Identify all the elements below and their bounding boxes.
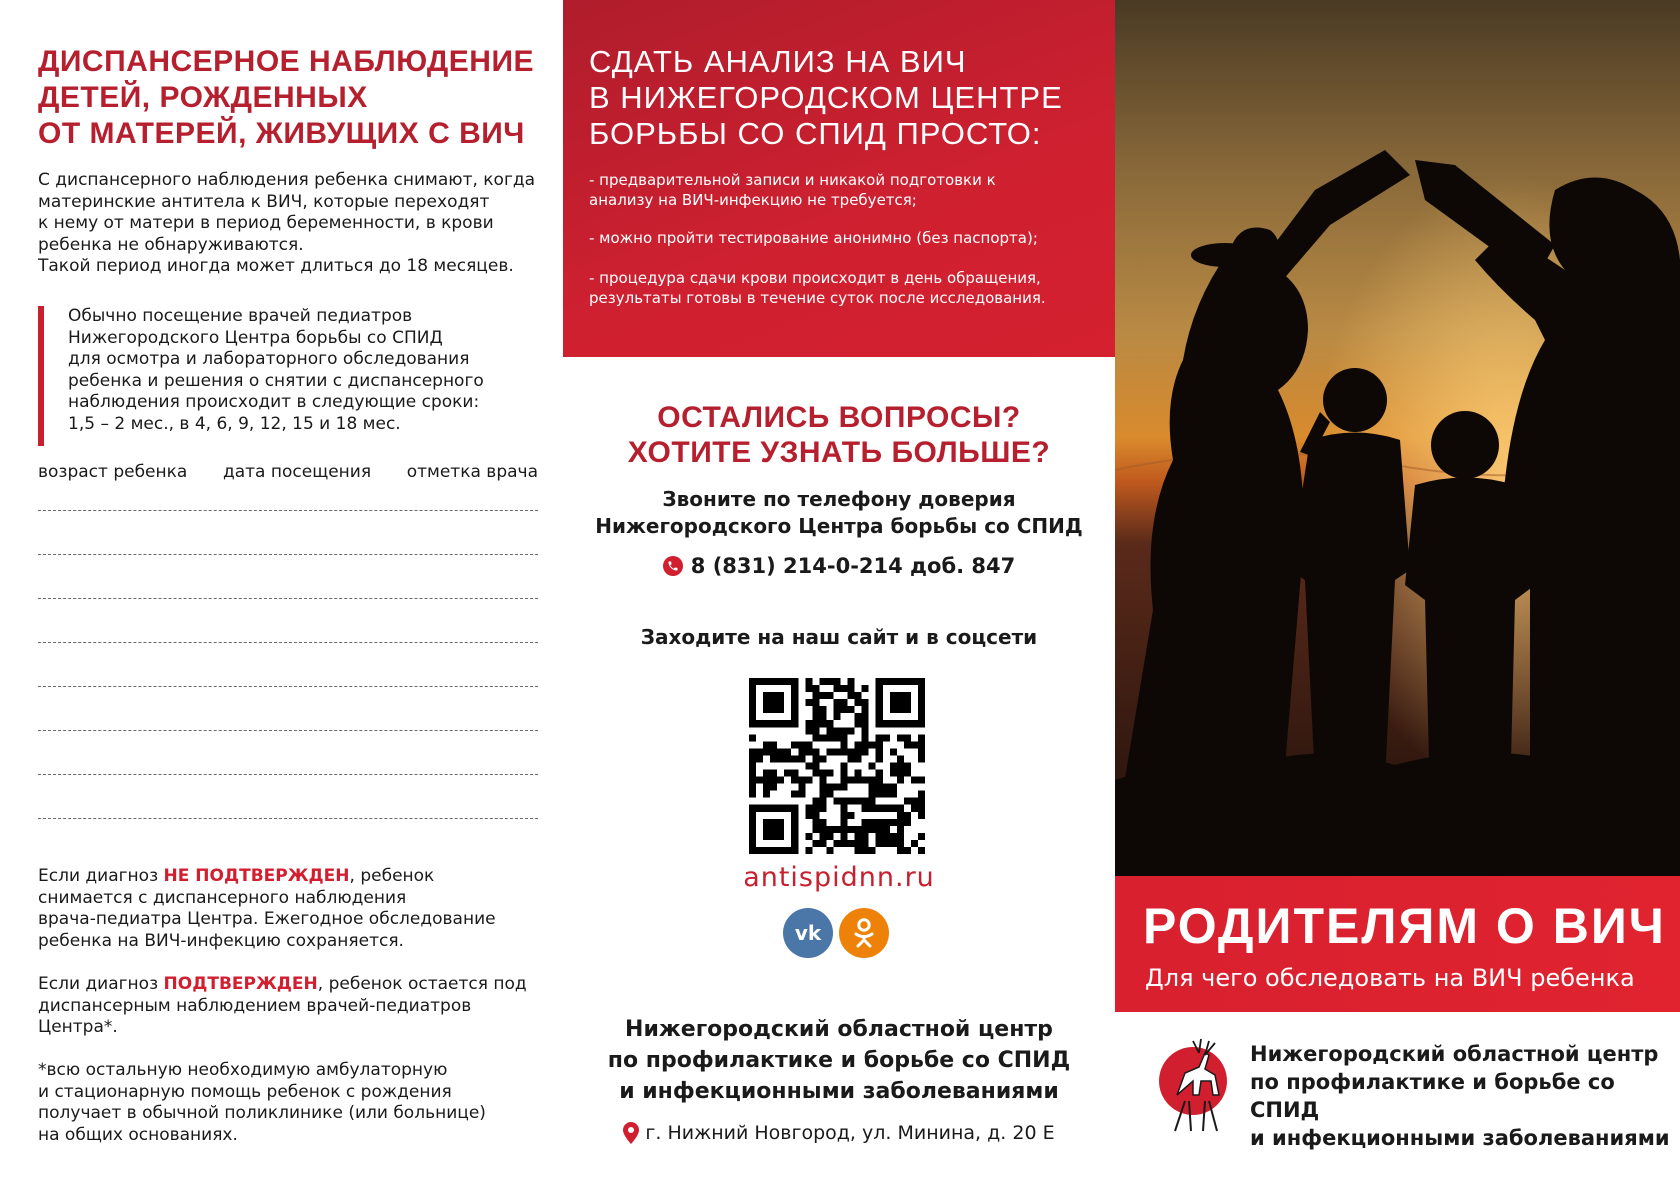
phone-number[interactable]: 8 (831) 214-0-214 доб. 847: [690, 554, 1016, 578]
org-line: по профилактике и борьбе со СПИД: [607, 1048, 1071, 1073]
quote-line: Нижегородского Центра борьбы со СПИД: [68, 327, 443, 348]
left-title: [38, 44, 558, 152]
intro-line: ребенка не обнаруживаются.: [38, 234, 304, 255]
column-header-mark: отметка врача: [406, 462, 538, 482]
footnote-line: *всю остальную необходимую амбулаторную: [38, 1060, 448, 1080]
family-sunset-photo: [1115, 0, 1680, 876]
left-panel: [0, 0, 563, 1194]
org-line: Нижегородский областной центр: [1250, 1042, 1659, 1066]
left-title-line: ДЕТЕЙ, РОЖДЕННЫХ: [38, 81, 368, 114]
left-title-line: ОТ МАТЕРЕЙ, ЖИВУЩИХ С ВИЧ: [38, 117, 525, 150]
org-line: по профилактике и борьбе со СПИД: [1250, 1070, 1615, 1122]
text-fragment: Если диагноз: [38, 866, 164, 886]
column-header-date: дата посещения: [222, 462, 372, 482]
testing-item: [589, 228, 1109, 248]
testing-info-block: [563, 0, 1115, 357]
testing-item-line: анализу на ВИЧ-инфекцию не требуется;: [589, 191, 917, 209]
testing-item: [589, 268, 1109, 308]
table-row-line: [38, 686, 538, 687]
testing-title-line: БОРЬБЫ СО СПИД ПРОСТО:: [589, 116, 1042, 151]
quote-line: ребенка и решения о снятии с диспансерного: [68, 370, 484, 391]
address-row: [563, 1122, 1115, 1144]
location-pin-icon: [623, 1122, 639, 1144]
table-row-line: [38, 774, 538, 775]
phone-row[interactable]: [563, 554, 1115, 578]
vk-icon[interactable]: vk: [783, 908, 833, 958]
intro-line: материнские антитела к ВИЧ, которые переходят: [38, 191, 490, 212]
footnote-line: получает в обычной поликлинике (или больнице): [38, 1103, 486, 1123]
hotline-text: [563, 486, 1115, 540]
confirmed-first-line: [38, 974, 558, 996]
visit-schedule-quote: [38, 306, 558, 446]
not-confirmed-first-line: [38, 866, 558, 888]
table-row-line: [38, 598, 538, 599]
address-text: г. Нижний Новгород, ул. Минина, д. 20 Е: [645, 1122, 1055, 1144]
brochure-subtitle: Для чего обследовать на ВИЧ ребенка: [1145, 964, 1635, 992]
testing-item-line: результаты готовы в течение суток после исследования.: [589, 289, 1046, 307]
org-line: Нижегородский областной центр: [625, 1017, 1053, 1042]
left-title-line: ДИСПАНСЕРНОЕ НАБЛЮДЕНИЕ: [38, 45, 535, 78]
quote-line: наблюдения происходит в следующие сроки:: [68, 392, 480, 412]
confirmed-highlight: ПОДТВЕРЖДЕН: [163, 974, 318, 994]
organization-name-right: [1250, 1040, 1670, 1152]
paragraph-line: снимается с диспансерного наблюдения: [38, 887, 407, 908]
paragraph-line: врача-педиатра Центра. Ежегодное обследование: [38, 909, 496, 929]
hotline-line: Нижегородского Центра борьбы со СПИД: [595, 514, 1083, 538]
footnote-line: и стационарную помощь ребенок с рождения: [38, 1081, 452, 1102]
diagnosis-confirmed: [38, 974, 558, 1039]
text-fragment: , ребенок остается под: [317, 974, 527, 994]
footnote: [38, 1060, 558, 1146]
testing-title-line: В НИЖЕГОРОДСКОМ ЦЕНТРЕ: [589, 80, 1063, 115]
table-row-line: [38, 510, 538, 511]
phone-icon: [663, 556, 683, 576]
testing-item-line: - предварительной записи и никакой подготовки к: [589, 171, 996, 189]
visit-table-header: [38, 462, 538, 482]
social-invite-text: Заходите на наш сайт и в соцсети: [640, 625, 1038, 649]
table-row-line: [38, 818, 538, 819]
diagnosis-not-confirmed: [38, 866, 558, 952]
intro-line: С диспансерного наблюдения ребенка снимают, когда: [38, 170, 536, 190]
qr-code[interactable]: [749, 678, 925, 854]
testing-item-line: - процедура сдачи крови происходит в день обращения,: [589, 269, 1041, 287]
testing-title-line: СДАТЬ АНАЛИЗ НА ВИЧ: [589, 44, 967, 79]
table-row-line: [38, 642, 538, 643]
paragraph-line: диспансерным наблюдением врачей-педиатров: [38, 995, 472, 1016]
org-line: и инфекционными заболеваниями: [1250, 1126, 1670, 1150]
table-row-line: [38, 554, 538, 555]
website-link[interactable]: antispidnn.ru: [743, 862, 935, 893]
org-line: и инфекционными заболеваниями: [619, 1079, 1059, 1104]
not-confirmed-highlight: НЕ ПОДТВЕРЖДЕН: [163, 866, 350, 886]
testing-item-line: - можно пройти тестирование анонимно (без паспорта);: [589, 229, 1038, 247]
quote-line: для осмотра и лабораторного обследования: [68, 349, 470, 369]
column-header-age: возраст ребенка: [38, 462, 188, 482]
table-row-line: [38, 730, 538, 731]
middle-panel: [563, 0, 1115, 1194]
paragraph-line: ребенка на ВИЧ-инфекцию сохраняется.: [38, 930, 404, 951]
intro-line: Такой период иногда может длиться до 18 месяцев.: [38, 256, 514, 276]
footnote-line: на общих основаниях.: [38, 1124, 238, 1145]
odnoklassniki-icon[interactable]: [839, 908, 889, 958]
questions-line: ХОТИТЕ УЗНАТЬ БОЛЬШЕ?: [627, 436, 1051, 469]
quote-line: Обычно посещение врачей педиатров: [68, 306, 413, 326]
testing-item: [589, 170, 1109, 210]
questions-title: [563, 400, 1115, 470]
right-panel: [1115, 0, 1680, 1194]
paragraph-line: Центра*.: [38, 1017, 118, 1037]
text-fragment: Если диагноз: [38, 974, 164, 994]
intro-paragraph: [38, 170, 558, 278]
testing-title: [589, 44, 1099, 152]
brochure-title: РОДИТЕЛЯМ О ВИЧ: [1143, 898, 1666, 954]
social-invite: [563, 624, 1115, 651]
text-fragment: , ребенок: [349, 866, 435, 886]
organization-name: [563, 1014, 1115, 1107]
quote-line: 1,5 – 2 мес., в 4, 6, 9, 12, 15 и 18 мес.: [68, 413, 401, 434]
deer-logo: [1147, 1035, 1239, 1135]
intro-line: к нему от матери в период беременности, в крови: [38, 213, 494, 233]
title-banner: [1115, 876, 1680, 1012]
hotline-line: Звоните по телефону доверия: [662, 487, 1016, 511]
questions-line: ОСТАЛИСЬ ВОПРОСЫ?: [657, 401, 1021, 434]
